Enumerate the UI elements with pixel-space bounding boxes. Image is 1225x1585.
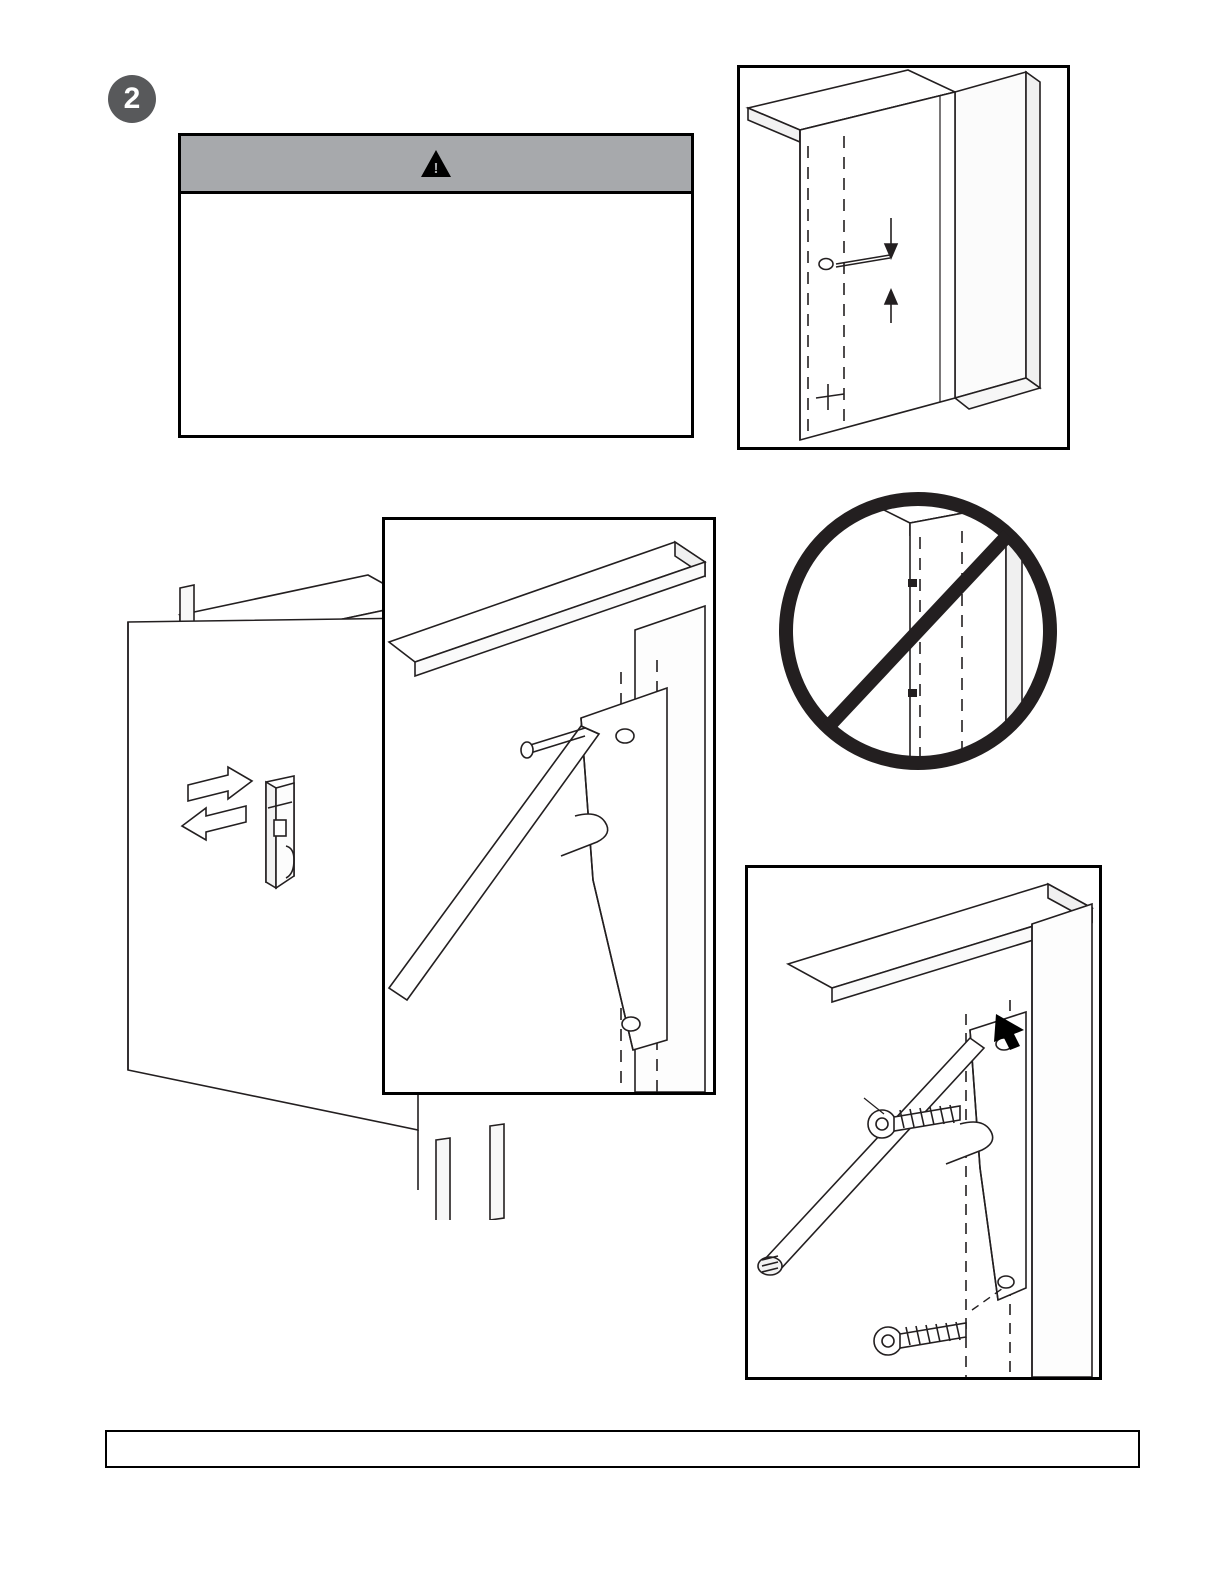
warning-triangle-icon: ! (421, 150, 451, 177)
warning-header (181, 136, 691, 194)
panel-prohibited-mount (770, 483, 1066, 779)
bottom-bar (105, 1430, 1140, 1468)
panel-stud-marking (737, 65, 1070, 450)
step-number-badge: 2 (108, 75, 156, 123)
warning-box (178, 133, 694, 438)
warning-body-text (181, 194, 691, 222)
panel-lag-bolt-install (745, 865, 1102, 1380)
panel-bracket-detail (382, 517, 716, 1095)
